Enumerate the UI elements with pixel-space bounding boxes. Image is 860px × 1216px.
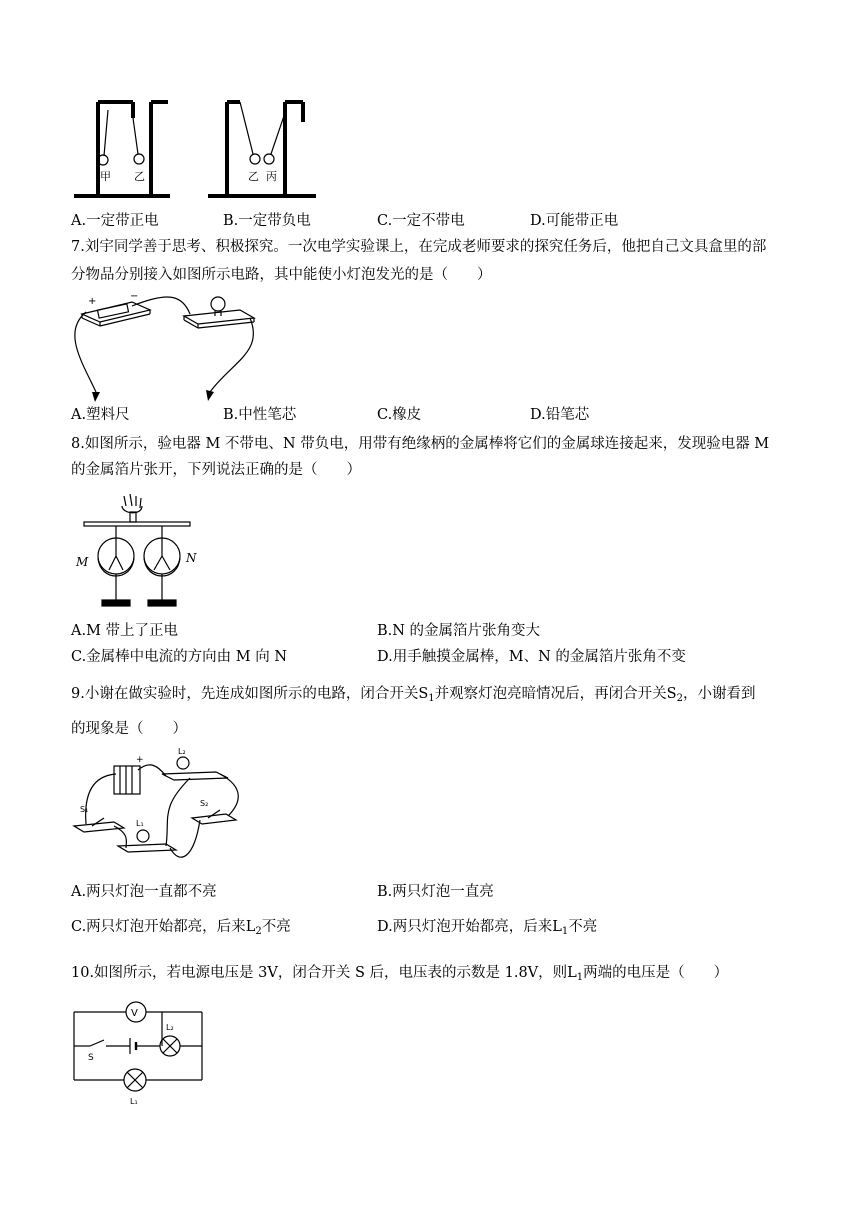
q8-stem-line1: 8.如图所示，验电器 M 不带电、N 带负电，用带有绝缘柄的金属棒将它们的金属球连接起来，发现验电器 M xyxy=(71,436,770,452)
q8-label-m: M xyxy=(76,555,89,569)
q9-label-s1: S₁ xyxy=(80,805,89,814)
q7-option-c[interactable]: C.橡皮 xyxy=(377,407,422,423)
q9-option-b[interactable]: B.两只灯泡一直亮 xyxy=(377,884,494,900)
q8-stem-line2: 的金属箔片张开，下列说法正确的是（ ） xyxy=(71,462,361,478)
q8-option-c[interactable]: C.金属棒中电流的方向由 M 向 N xyxy=(71,649,288,665)
q7-option-d[interactable]: D.铅笔芯 xyxy=(530,407,590,423)
q8-figure xyxy=(72,492,202,614)
q8-option-b[interactable]: B.N 的金属箔片张角变大 xyxy=(377,623,541,639)
q8-option-a[interactable]: A.M 带上了正电 xyxy=(71,623,179,639)
q7-stem-line2: 分物品分别接入如图所示电路，其中能使小灯泡发光的是（ ） xyxy=(71,267,492,283)
q9-stem-part-b: 并观察灯泡亮暗情况后，再闭合开关 xyxy=(434,686,667,702)
q9-label-l1: L₁ xyxy=(136,819,144,828)
q10-label-s: S xyxy=(88,1053,94,1063)
q9-switch-s2: $S_2$ xyxy=(666,686,683,704)
q6-label-bing: 丙 xyxy=(266,170,277,183)
q9-stem-line2: 的现象是（ ） xyxy=(71,721,187,737)
q9-option-c[interactable]: C.两只灯泡开始都亮，后来$L_2$不亮 xyxy=(71,919,291,937)
q8-option-d[interactable]: D.用手触摸金属棒，M、N 的金属箔片张角不变 xyxy=(377,649,686,665)
q10-label-l1: L₁ xyxy=(130,1097,138,1106)
q6-label-jia: 甲 xyxy=(100,170,111,183)
q6-label-yi-left: 乙 xyxy=(134,170,145,183)
q9-switch-s1: $S_1$ xyxy=(418,686,435,704)
q10-lamp-l1: $L_1$ xyxy=(567,965,584,983)
q6-label-yi-right: 乙 xyxy=(248,170,259,183)
q10-figure xyxy=(70,1000,210,1110)
q10-voltmeter-label: V xyxy=(131,1008,138,1019)
q7-figure xyxy=(72,292,264,404)
q6-option-b[interactable]: B.一定带负电 xyxy=(223,213,311,229)
q7-option-a[interactable]: A.塑料尺 xyxy=(71,407,130,423)
q6-option-a[interactable]: A.一定带正电 xyxy=(71,213,159,229)
q6-option-d[interactable]: D.可能带正电 xyxy=(530,213,619,229)
q9-stem-part-c: ，小谢看到 xyxy=(682,686,756,702)
q7-stem-line1: 7.刘宇同学善于思考、积极探究。一次电学实验课上，在完成老师要求的探究任务后，他把自己文具盒里的部 xyxy=(71,239,767,255)
q10-label-l2: L₂ xyxy=(166,1023,174,1032)
q10-stem: 10.如图所示，若电源电压是 3V，闭合开关 S 后，电压表的示数是 1.8V，则$L_1$两端的电压是（ ） xyxy=(71,965,729,983)
q9-label-l2: L₂ xyxy=(178,747,186,756)
q7-plus-sign: + xyxy=(88,296,97,307)
q7-option-b[interactable]: B.中性笔芯 xyxy=(223,407,297,423)
q8-label-n: N xyxy=(186,551,197,565)
q9-option-a[interactable]: A.两只灯泡一直都不亮 xyxy=(71,884,217,900)
q9-stem-line1 xyxy=(71,684,755,709)
q6-figure xyxy=(70,98,340,202)
q9-label-s2: S₂ xyxy=(200,799,209,808)
q9-stem-part-a: 9.小谢在做实验时，先连成如图所示的电路，闭合开关 xyxy=(71,686,419,702)
q9-plus-sign: + xyxy=(136,755,144,765)
q6-option-c[interactable]: C.一定不带电 xyxy=(377,213,465,229)
q9-figure xyxy=(70,748,246,868)
q7-minus-sign: − xyxy=(130,291,139,302)
q9-option-d[interactable]: D.两只灯泡开始都亮，后来$L_1$不亮 xyxy=(377,919,598,937)
